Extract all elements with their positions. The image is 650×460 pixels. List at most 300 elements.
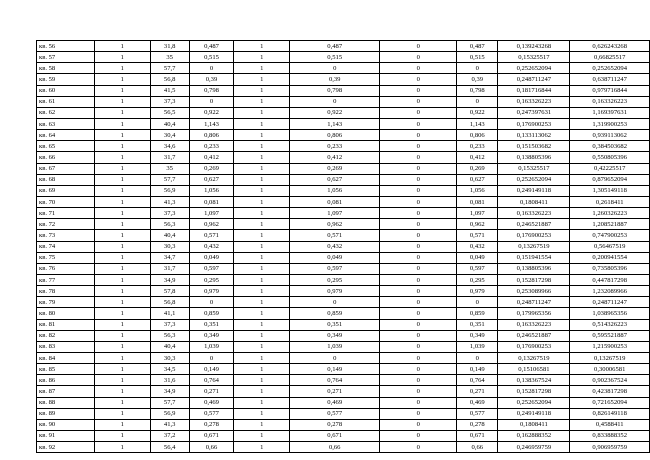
apartment-cell: кв. 91 bbox=[37, 430, 95, 441]
value-cell: 0,859 bbox=[189, 308, 234, 319]
zero-cell: 0 bbox=[380, 419, 457, 430]
coef-cell: 1 bbox=[234, 252, 290, 263]
share-cell: 0,246521887 bbox=[498, 219, 570, 230]
total-cell: 0,595521887 bbox=[570, 330, 650, 341]
apartment-cell: кв. 69 bbox=[37, 185, 95, 196]
area-cell: 41,3 bbox=[150, 196, 189, 207]
value-cell: 0,432 bbox=[189, 241, 234, 252]
apartment-cell: кв. 74 bbox=[37, 241, 95, 252]
coef-cell: 1 bbox=[234, 185, 290, 196]
value3-cell: 1,143 bbox=[457, 118, 498, 129]
table-row bbox=[37, 364, 650, 375]
value2-cell: 0,764 bbox=[290, 375, 380, 386]
apartment-cell: кв. 56 bbox=[37, 41, 95, 52]
coef-cell: 1 bbox=[234, 141, 290, 152]
value-cell: 0,671 bbox=[189, 430, 234, 441]
value3-cell: 0,469 bbox=[457, 397, 498, 408]
coef-cell: 1 bbox=[234, 375, 290, 386]
zero-cell: 0 bbox=[380, 196, 457, 207]
share-cell: 0,13267519 bbox=[498, 352, 570, 363]
coef-cell: 1 bbox=[234, 196, 290, 207]
count-cell: 1 bbox=[94, 341, 150, 352]
value3-cell: 0,487 bbox=[457, 41, 498, 52]
table-row bbox=[37, 241, 650, 252]
table-row bbox=[37, 442, 650, 453]
value3-cell: 1,039 bbox=[457, 341, 498, 352]
value3-cell: 0,66 bbox=[457, 442, 498, 453]
total-cell: 0,833888352 bbox=[570, 430, 650, 441]
coef-cell: 1 bbox=[234, 130, 290, 141]
area-cell: 57,8 bbox=[150, 286, 189, 297]
coef-cell: 1 bbox=[234, 430, 290, 441]
value-cell: 0,806 bbox=[189, 130, 234, 141]
coef-cell: 1 bbox=[234, 74, 290, 85]
coef-cell: 1 bbox=[234, 85, 290, 96]
area-cell: 37,3 bbox=[150, 319, 189, 330]
apartment-cell: кв. 76 bbox=[37, 263, 95, 274]
apartment-cell: кв. 83 bbox=[37, 341, 95, 352]
value3-cell: 0,269 bbox=[457, 163, 498, 174]
value3-cell: 0,577 bbox=[457, 408, 498, 419]
value-cell: 0,271 bbox=[189, 386, 234, 397]
value-cell: 0,295 bbox=[189, 274, 234, 285]
value2-cell: 1,143 bbox=[290, 118, 380, 129]
value-cell: 0,979 bbox=[189, 286, 234, 297]
table-row bbox=[37, 263, 650, 274]
count-cell: 1 bbox=[94, 185, 150, 196]
total-cell: 1,319900253 bbox=[570, 118, 650, 129]
zero-cell: 0 bbox=[380, 297, 457, 308]
value-cell: 0,469 bbox=[189, 397, 234, 408]
coef-cell: 1 bbox=[234, 408, 290, 419]
value2-cell: 0 bbox=[290, 96, 380, 107]
count-cell: 1 bbox=[94, 96, 150, 107]
value-cell: 1,097 bbox=[189, 208, 234, 219]
table-row bbox=[37, 330, 650, 341]
total-cell: 0,248711247 bbox=[570, 297, 650, 308]
table-body bbox=[37, 41, 650, 453]
apartment-cell: кв. 84 bbox=[37, 352, 95, 363]
area-cell: 40,4 bbox=[150, 118, 189, 129]
table-row bbox=[37, 74, 650, 85]
coef-cell: 1 bbox=[234, 364, 290, 375]
value2-cell: 0 bbox=[290, 297, 380, 308]
coef-cell: 1 bbox=[234, 330, 290, 341]
value2-cell: 0,081 bbox=[290, 196, 380, 207]
share-cell: 0,246959759 bbox=[498, 442, 570, 453]
apartment-cell: кв. 90 bbox=[37, 419, 95, 430]
table-row bbox=[37, 408, 650, 419]
value-cell: 0,515 bbox=[189, 52, 234, 63]
value-cell: 0,412 bbox=[189, 152, 234, 163]
coef-cell: 1 bbox=[234, 107, 290, 118]
value3-cell: 0 bbox=[457, 297, 498, 308]
total-cell: 0,721652094 bbox=[570, 397, 650, 408]
value2-cell: 0,798 bbox=[290, 85, 380, 96]
total-cell: 0,252652094 bbox=[570, 63, 650, 74]
area-cell: 57,7 bbox=[150, 174, 189, 185]
area-cell: 31,6 bbox=[150, 375, 189, 386]
share-cell: 0,133113062 bbox=[498, 130, 570, 141]
total-cell: 1,169397631 bbox=[570, 107, 650, 118]
total-cell: 0,13267519 bbox=[570, 352, 650, 363]
zero-cell: 0 bbox=[380, 208, 457, 219]
zero-cell: 0 bbox=[380, 130, 457, 141]
share-cell: 0,163326223 bbox=[498, 319, 570, 330]
count-cell: 1 bbox=[94, 286, 150, 297]
area-cell: 30,3 bbox=[150, 352, 189, 363]
value3-cell: 0,295 bbox=[457, 274, 498, 285]
value2-cell: 0,271 bbox=[290, 386, 380, 397]
value-cell: 0,278 bbox=[189, 419, 234, 430]
table-row bbox=[37, 219, 650, 230]
value3-cell: 0,571 bbox=[457, 230, 498, 241]
table-row bbox=[37, 252, 650, 263]
data-table bbox=[36, 40, 650, 453]
table-row bbox=[37, 130, 650, 141]
value2-cell: 1,097 bbox=[290, 208, 380, 219]
share-cell: 0,252652094 bbox=[498, 397, 570, 408]
coef-cell: 1 bbox=[234, 274, 290, 285]
coef-cell: 1 bbox=[234, 442, 290, 453]
count-cell: 1 bbox=[94, 152, 150, 163]
coef-cell: 1 bbox=[234, 419, 290, 430]
value-cell: 0,269 bbox=[189, 163, 234, 174]
value-cell: 0 bbox=[189, 96, 234, 107]
count-cell: 1 bbox=[94, 297, 150, 308]
apartment-cell: кв. 57 bbox=[37, 52, 95, 63]
value-cell: 0,149 bbox=[189, 364, 234, 375]
coef-cell: 1 bbox=[234, 297, 290, 308]
value2-cell: 0,515 bbox=[290, 52, 380, 63]
share-cell: 0,163326223 bbox=[498, 208, 570, 219]
area-cell: 37,3 bbox=[150, 96, 189, 107]
zero-cell: 0 bbox=[380, 63, 457, 74]
total-cell: 0,626243268 bbox=[570, 41, 650, 52]
value3-cell: 0,627 bbox=[457, 174, 498, 185]
zero-cell: 0 bbox=[380, 364, 457, 375]
area-cell: 56,8 bbox=[150, 297, 189, 308]
share-cell: 0,249149118 bbox=[498, 185, 570, 196]
coef-cell: 1 bbox=[234, 386, 290, 397]
apartment-cell: кв. 67 bbox=[37, 163, 95, 174]
share-cell: 0,176900253 bbox=[498, 230, 570, 241]
table-row bbox=[37, 274, 650, 285]
value2-cell: 0,295 bbox=[290, 274, 380, 285]
value2-cell: 0,269 bbox=[290, 163, 380, 174]
total-cell: 0,4588411 bbox=[570, 419, 650, 430]
value2-cell: 0,571 bbox=[290, 230, 380, 241]
coef-cell: 1 bbox=[234, 41, 290, 52]
value3-cell: 0,979 bbox=[457, 286, 498, 297]
area-cell: 56,9 bbox=[150, 408, 189, 419]
area-cell: 57,7 bbox=[150, 397, 189, 408]
coef-cell: 1 bbox=[234, 163, 290, 174]
share-cell: 0,179965356 bbox=[498, 308, 570, 319]
value3-cell: 0,39 bbox=[457, 74, 498, 85]
coef-cell: 1 bbox=[234, 52, 290, 63]
count-cell: 1 bbox=[94, 319, 150, 330]
value2-cell: 0,487 bbox=[290, 41, 380, 52]
count-cell: 1 bbox=[94, 41, 150, 52]
value3-cell: 0,349 bbox=[457, 330, 498, 341]
count-cell: 1 bbox=[94, 263, 150, 274]
zero-cell: 0 bbox=[380, 163, 457, 174]
area-cell: 34,9 bbox=[150, 386, 189, 397]
share-cell: 0,246521887 bbox=[498, 330, 570, 341]
coef-cell: 1 bbox=[234, 308, 290, 319]
coef-cell: 1 bbox=[234, 219, 290, 230]
value2-cell: 1,056 bbox=[290, 185, 380, 196]
zero-cell: 0 bbox=[380, 274, 457, 285]
value3-cell: 0 bbox=[457, 96, 498, 107]
count-cell: 1 bbox=[94, 174, 150, 185]
area-cell: 56,3 bbox=[150, 330, 189, 341]
total-cell: 0,826149118 bbox=[570, 408, 650, 419]
value3-cell: 1,056 bbox=[457, 185, 498, 196]
share-cell: 0,176900253 bbox=[498, 341, 570, 352]
table-row bbox=[37, 174, 650, 185]
value2-cell: 0,39 bbox=[290, 74, 380, 85]
apartment-cell: кв. 80 bbox=[37, 308, 95, 319]
area-cell: 56,9 bbox=[150, 185, 189, 196]
value2-cell: 0,278 bbox=[290, 419, 380, 430]
value-cell: 0,049 bbox=[189, 252, 234, 263]
area-cell: 34,9 bbox=[150, 274, 189, 285]
value2-cell: 0,233 bbox=[290, 141, 380, 152]
count-cell: 1 bbox=[94, 196, 150, 207]
table-row bbox=[37, 430, 650, 441]
total-cell: 0,66825517 bbox=[570, 52, 650, 63]
share-cell: 0,252652094 bbox=[498, 63, 570, 74]
total-cell: 0,906959759 bbox=[570, 442, 650, 453]
area-cell: 31,7 bbox=[150, 263, 189, 274]
table-row bbox=[37, 52, 650, 63]
count-cell: 1 bbox=[94, 252, 150, 263]
share-cell: 0,138367524 bbox=[498, 375, 570, 386]
total-cell: 1,232089966 bbox=[570, 286, 650, 297]
count-cell: 1 bbox=[94, 375, 150, 386]
zero-cell: 0 bbox=[380, 52, 457, 63]
apartment-cell: кв. 77 bbox=[37, 274, 95, 285]
value-cell: 0 bbox=[189, 297, 234, 308]
share-cell: 0,249149118 bbox=[498, 408, 570, 419]
total-cell: 0,638711247 bbox=[570, 74, 650, 85]
area-cell: 30,3 bbox=[150, 241, 189, 252]
coef-cell: 1 bbox=[234, 286, 290, 297]
value2-cell: 0,671 bbox=[290, 430, 380, 441]
share-cell: 0,1808411 bbox=[498, 196, 570, 207]
apartment-cell: кв. 78 bbox=[37, 286, 95, 297]
value3-cell: 0,081 bbox=[457, 196, 498, 207]
value2-cell: 0 bbox=[290, 63, 380, 74]
zero-cell: 0 bbox=[380, 185, 457, 196]
table-row bbox=[37, 208, 650, 219]
coef-cell: 1 bbox=[234, 118, 290, 129]
zero-cell: 0 bbox=[380, 107, 457, 118]
share-cell: 0,138805396 bbox=[498, 152, 570, 163]
value3-cell: 0,671 bbox=[457, 430, 498, 441]
table-row bbox=[37, 63, 650, 74]
apartment-cell: кв. 79 bbox=[37, 297, 95, 308]
apartment-cell: кв. 88 bbox=[37, 397, 95, 408]
total-cell: 0,200941554 bbox=[570, 252, 650, 263]
value2-cell: 0,149 bbox=[290, 364, 380, 375]
value-cell: 0,962 bbox=[189, 219, 234, 230]
value2-cell: 0 bbox=[290, 352, 380, 363]
area-cell: 41,5 bbox=[150, 85, 189, 96]
apartment-cell: кв. 66 bbox=[37, 152, 95, 163]
total-cell: 0,879652094 bbox=[570, 174, 650, 185]
area-cell: 56,8 bbox=[150, 74, 189, 85]
zero-cell: 0 bbox=[380, 85, 457, 96]
count-cell: 1 bbox=[94, 397, 150, 408]
value2-cell: 1,039 bbox=[290, 341, 380, 352]
area-cell: 40,4 bbox=[150, 341, 189, 352]
apartment-cell: кв. 61 bbox=[37, 96, 95, 107]
apartment-cell: кв. 62 bbox=[37, 107, 95, 118]
value-cell: 0,798 bbox=[189, 85, 234, 96]
area-cell: 41,1 bbox=[150, 308, 189, 319]
value3-cell: 1,097 bbox=[457, 208, 498, 219]
zero-cell: 0 bbox=[380, 141, 457, 152]
count-cell: 1 bbox=[94, 419, 150, 430]
value-cell: 0,571 bbox=[189, 230, 234, 241]
table-row bbox=[37, 375, 650, 386]
share-cell: 0,248711247 bbox=[498, 74, 570, 85]
total-cell: 0,735805396 bbox=[570, 263, 650, 274]
value2-cell: 0,979 bbox=[290, 286, 380, 297]
zero-cell: 0 bbox=[380, 263, 457, 274]
value3-cell: 0,962 bbox=[457, 219, 498, 230]
value2-cell: 0,66 bbox=[290, 442, 380, 453]
value3-cell: 0 bbox=[457, 63, 498, 74]
value2-cell: 0,627 bbox=[290, 174, 380, 185]
total-cell: 0,747900253 bbox=[570, 230, 650, 241]
zero-cell: 0 bbox=[380, 341, 457, 352]
apartment-cell: кв. 63 bbox=[37, 118, 95, 129]
count-cell: 1 bbox=[94, 74, 150, 85]
apartment-cell: кв. 87 bbox=[37, 386, 95, 397]
share-cell: 0,152817298 bbox=[498, 386, 570, 397]
value3-cell: 0,764 bbox=[457, 375, 498, 386]
table-row bbox=[37, 185, 650, 196]
zero-cell: 0 bbox=[380, 442, 457, 453]
share-cell: 0,163326223 bbox=[498, 96, 570, 107]
area-cell: 34,6 bbox=[150, 141, 189, 152]
value-cell: 0,764 bbox=[189, 375, 234, 386]
zero-cell: 0 bbox=[380, 230, 457, 241]
zero-cell: 0 bbox=[380, 174, 457, 185]
apartment-cell: кв. 70 bbox=[37, 196, 95, 207]
value-cell: 0,487 bbox=[189, 41, 234, 52]
value2-cell: 0,577 bbox=[290, 408, 380, 419]
zero-cell: 0 bbox=[380, 408, 457, 419]
coef-cell: 1 bbox=[234, 63, 290, 74]
share-cell: 0,151941554 bbox=[498, 252, 570, 263]
apartment-cell: кв. 82 bbox=[37, 330, 95, 341]
total-cell: 1,305149118 bbox=[570, 185, 650, 196]
area-cell: 35 bbox=[150, 163, 189, 174]
coef-cell: 1 bbox=[234, 152, 290, 163]
area-cell: 41,3 bbox=[150, 419, 189, 430]
area-cell: 31,7 bbox=[150, 152, 189, 163]
value3-cell: 0,806 bbox=[457, 130, 498, 141]
count-cell: 1 bbox=[94, 107, 150, 118]
zero-cell: 0 bbox=[380, 74, 457, 85]
value3-cell: 0,597 bbox=[457, 263, 498, 274]
value3-cell: 0,149 bbox=[457, 364, 498, 375]
total-cell: 0,42225517 bbox=[570, 163, 650, 174]
value2-cell: 0,351 bbox=[290, 319, 380, 330]
value-cell: 0,233 bbox=[189, 141, 234, 152]
value3-cell: 0,271 bbox=[457, 386, 498, 397]
coef-cell: 1 bbox=[234, 174, 290, 185]
share-cell: 0,151503682 bbox=[498, 141, 570, 152]
area-cell: 35 bbox=[150, 52, 189, 63]
value2-cell: 0,432 bbox=[290, 241, 380, 252]
zero-cell: 0 bbox=[380, 96, 457, 107]
value-cell: 0,597 bbox=[189, 263, 234, 274]
value3-cell: 0,798 bbox=[457, 85, 498, 96]
apartment-cell: кв. 59 bbox=[37, 74, 95, 85]
total-cell: 0,56467519 bbox=[570, 241, 650, 252]
value3-cell: 0,278 bbox=[457, 419, 498, 430]
apartment-cell: кв. 72 bbox=[37, 219, 95, 230]
share-cell: 0,15325517 bbox=[498, 52, 570, 63]
apartment-cell: кв. 75 bbox=[37, 252, 95, 263]
total-cell: 0,384503682 bbox=[570, 141, 650, 152]
coef-cell: 1 bbox=[234, 208, 290, 219]
value2-cell: 0,412 bbox=[290, 152, 380, 163]
value2-cell: 0,469 bbox=[290, 397, 380, 408]
apartment-cell: кв. 65 bbox=[37, 141, 95, 152]
value-cell: 0,627 bbox=[189, 174, 234, 185]
total-cell: 0,902367524 bbox=[570, 375, 650, 386]
zero-cell: 0 bbox=[380, 330, 457, 341]
value-cell: 0,081 bbox=[189, 196, 234, 207]
count-cell: 1 bbox=[94, 63, 150, 74]
count-cell: 1 bbox=[94, 219, 150, 230]
zero-cell: 0 bbox=[380, 386, 457, 397]
coef-cell: 1 bbox=[234, 352, 290, 363]
total-cell: 0,979716844 bbox=[570, 85, 650, 96]
value-cell: 0,66 bbox=[189, 442, 234, 453]
value3-cell: 0,859 bbox=[457, 308, 498, 319]
value3-cell: 0,351 bbox=[457, 319, 498, 330]
value-cell: 1,039 bbox=[189, 341, 234, 352]
table-row bbox=[37, 419, 650, 430]
apartment-cell: кв. 64 bbox=[37, 130, 95, 141]
value2-cell: 0,349 bbox=[290, 330, 380, 341]
value3-cell: 0 bbox=[457, 352, 498, 363]
area-cell: 56,3 bbox=[150, 219, 189, 230]
share-cell: 0,1808411 bbox=[498, 419, 570, 430]
coef-cell: 1 bbox=[234, 341, 290, 352]
value2-cell: 0,962 bbox=[290, 219, 380, 230]
coef-cell: 1 bbox=[234, 319, 290, 330]
total-cell: 0,447817298 bbox=[570, 274, 650, 285]
share-cell: 0,139243268 bbox=[498, 41, 570, 52]
table-row bbox=[37, 386, 650, 397]
table-row bbox=[37, 96, 650, 107]
zero-cell: 0 bbox=[380, 375, 457, 386]
area-cell: 57,7 bbox=[150, 63, 189, 74]
table-row bbox=[37, 141, 650, 152]
count-cell: 1 bbox=[94, 52, 150, 63]
value3-cell: 0,412 bbox=[457, 152, 498, 163]
share-cell: 0,252652094 bbox=[498, 174, 570, 185]
